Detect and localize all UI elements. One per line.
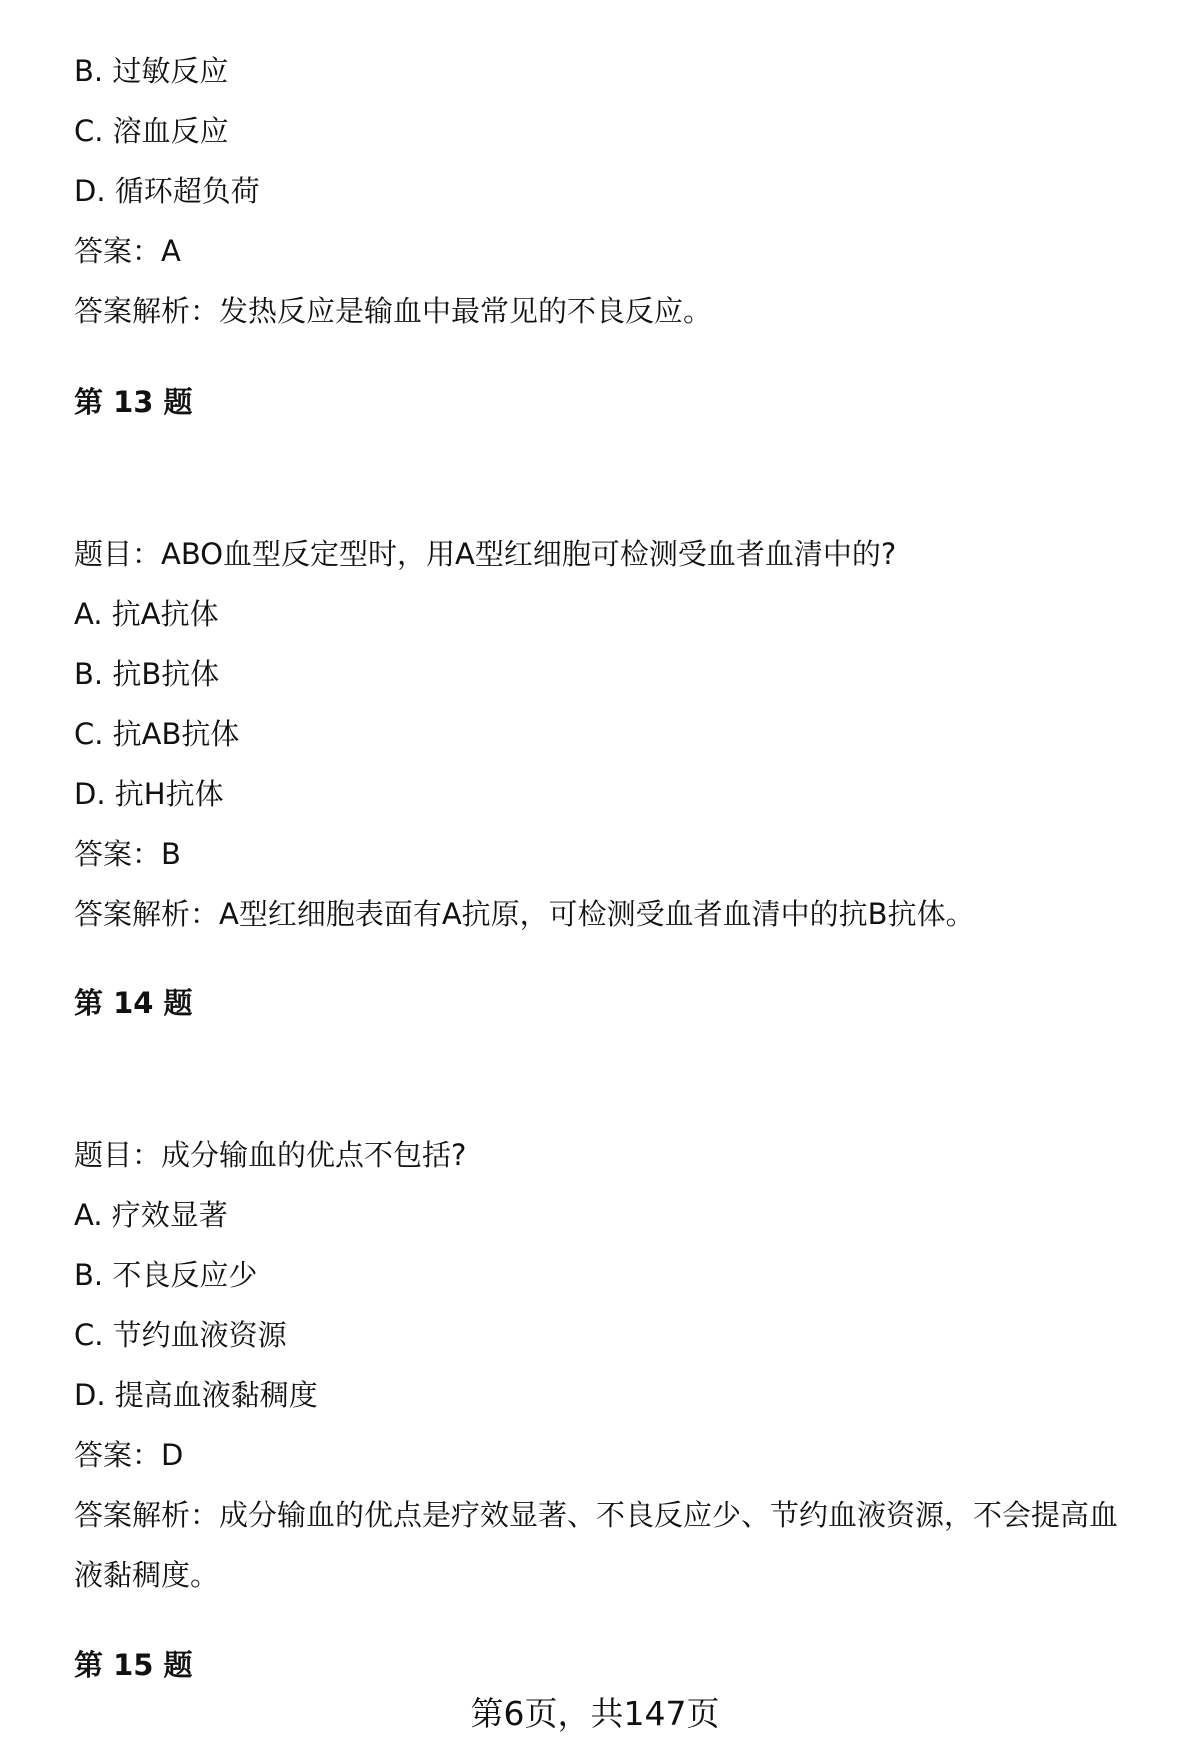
q13-heading: 第 13 题 (74, 385, 193, 419)
q14-explanation-line1: 答案解析：成分输血的优点是疗效显著、不良反应少、节约血液资源，不会提高血 (74, 1498, 1119, 1532)
q13-option-b: B. 抗B抗体 (74, 657, 220, 691)
q14-option-d: D. 提高血液黏稠度 (74, 1378, 318, 1412)
q14-explanation-line2: 液黏稠度。 (74, 1558, 220, 1592)
q13-option-d: D. 抗H抗体 (74, 777, 224, 811)
q15-heading: 第 15 题 (74, 1648, 193, 1682)
q14-option-b: B. 不良反应少 (74, 1258, 258, 1292)
q12-option-c: C. 溶血反应 (74, 114, 229, 148)
q13-explanation: 答案解析：A型红细胞表面有A抗原，可检测受血者血清中的抗B抗体。 (74, 897, 975, 931)
q14-question: 题目：成分输血的优点不包括? (74, 1138, 467, 1172)
page-footer: 第6页，共147页 (470, 1694, 720, 1733)
q13-question: 题目：ABO血型反定型时，用A型红细胞可检测受血者血清中的? (74, 537, 897, 571)
q12-explanation: 答案解析：发热反应是输血中最常见的不良反应。 (74, 294, 713, 328)
q13-answer: 答案：B (74, 837, 181, 871)
q14-heading: 第 14 题 (74, 986, 193, 1020)
q12-option-b: B. 过敏反应 (74, 54, 229, 88)
q12-option-d: D. 循环超负荷 (74, 174, 260, 208)
q13-option-c: C. 抗AB抗体 (74, 717, 240, 751)
q14-option-a: A. 疗效显著 (74, 1198, 228, 1232)
q12-answer: 答案：A (74, 234, 181, 268)
q13-option-a: A. 抗A抗体 (74, 597, 219, 631)
q14-option-c: C. 节约血液资源 (74, 1318, 287, 1352)
q14-answer: 答案：D (74, 1438, 184, 1472)
